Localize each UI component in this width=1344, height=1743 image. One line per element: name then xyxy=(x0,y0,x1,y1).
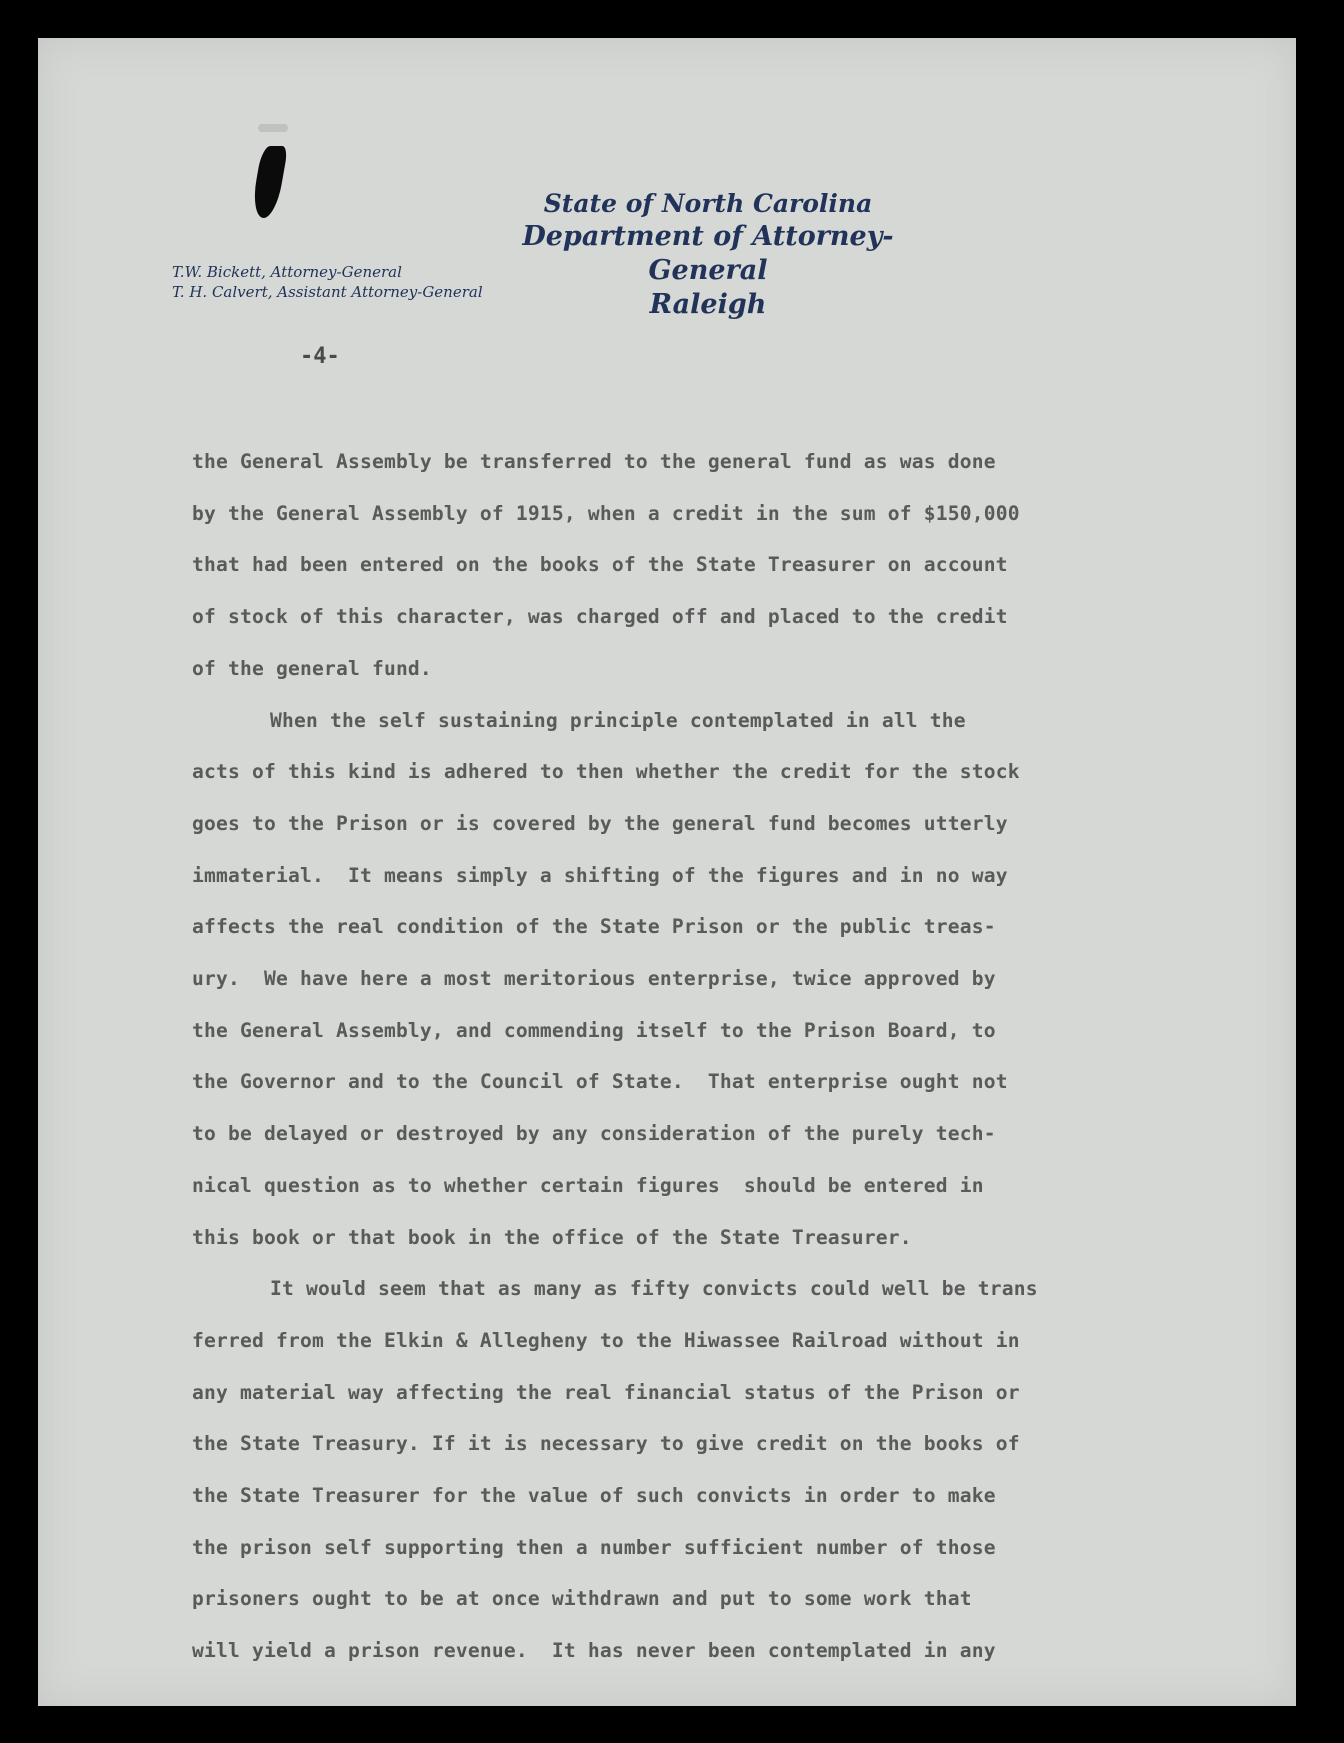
letterhead-department: Department of Attorney-General xyxy=(522,221,894,286)
body-line: this book or that book in the office of the State Treasurer. xyxy=(192,1225,912,1249)
page-number: -4- xyxy=(300,344,340,369)
body-line: goes to the Prison or is covered by the general fund becomes utterly xyxy=(192,811,1008,835)
body-line: It would seem that as many as fifty convicts could well be trans xyxy=(270,1277,1038,1301)
body-line: When the self sustaining principle contemplated in all the xyxy=(270,708,966,732)
body-line: affects the real condition of the State Prison or the public treas- xyxy=(192,915,996,939)
letterhead-city: Raleigh xyxy=(649,289,767,320)
body-line: of the general fund. xyxy=(192,656,432,680)
body-line: nical question as to whether certain figures should be entered in xyxy=(192,1173,984,1197)
body-line: any material way affecting the real financial status of the Prison or xyxy=(192,1380,1020,1404)
body-line: to be delayed or destroyed by any consideration of the purely tech- xyxy=(192,1122,996,1146)
letterhead-state: State of North Carolina xyxy=(543,189,873,218)
officers-list xyxy=(172,262,483,302)
body-line: immaterial. It means simply a shifting of the figures and in no way xyxy=(192,863,1008,887)
body-line: prisoners ought to be at once withdrawn and put to some work that xyxy=(192,1587,972,1611)
letter-body xyxy=(192,436,1242,1677)
body-line: the prison self supporting then a number sufficient number of those xyxy=(192,1535,996,1559)
body-line: the General Assembly, and commending itself to the Prison Board, to xyxy=(192,1018,996,1042)
body-line: of stock of this character, was charged off and placed to the credit xyxy=(192,605,1008,629)
body-line: the General Assembly be transferred to the general fund as was done xyxy=(192,450,996,473)
letterhead xyxy=(478,188,938,322)
paperclip-tab xyxy=(258,124,288,132)
officer-assistant-attorney-general: T. H. Calvert, Assistant Attorney-General xyxy=(172,283,483,301)
paperclip-stain xyxy=(250,146,289,218)
officer-attorney-general: T.W. Bickett, Attorney-General xyxy=(172,263,402,281)
body-line: by the General Assembly of 1915, when a credit in the sum of $150,000 xyxy=(192,501,1020,525)
body-line: the Governor and to the Council of State. That enterprise ought not xyxy=(192,1070,1008,1094)
body-line: that had been entered on the books of the State Treasurer on account xyxy=(192,553,1008,577)
body-line: ury. We have here a most meritorious enterprise, twice approved by xyxy=(192,967,996,991)
body-line: will yield a prison revenue. It has never been contemplated in any xyxy=(192,1639,996,1663)
body-line: the State Treasury. If it is necessary to give credit on the books of xyxy=(192,1432,1020,1456)
body-line: acts of this kind is adhered to then whether the credit for the stock xyxy=(192,760,1020,784)
body-line: the State Treasurer for the value of such convicts in order to make xyxy=(192,1484,996,1508)
body-line: ferred from the Elkin & Allegheny to the Hiwassee Railroad without in xyxy=(192,1328,1020,1352)
